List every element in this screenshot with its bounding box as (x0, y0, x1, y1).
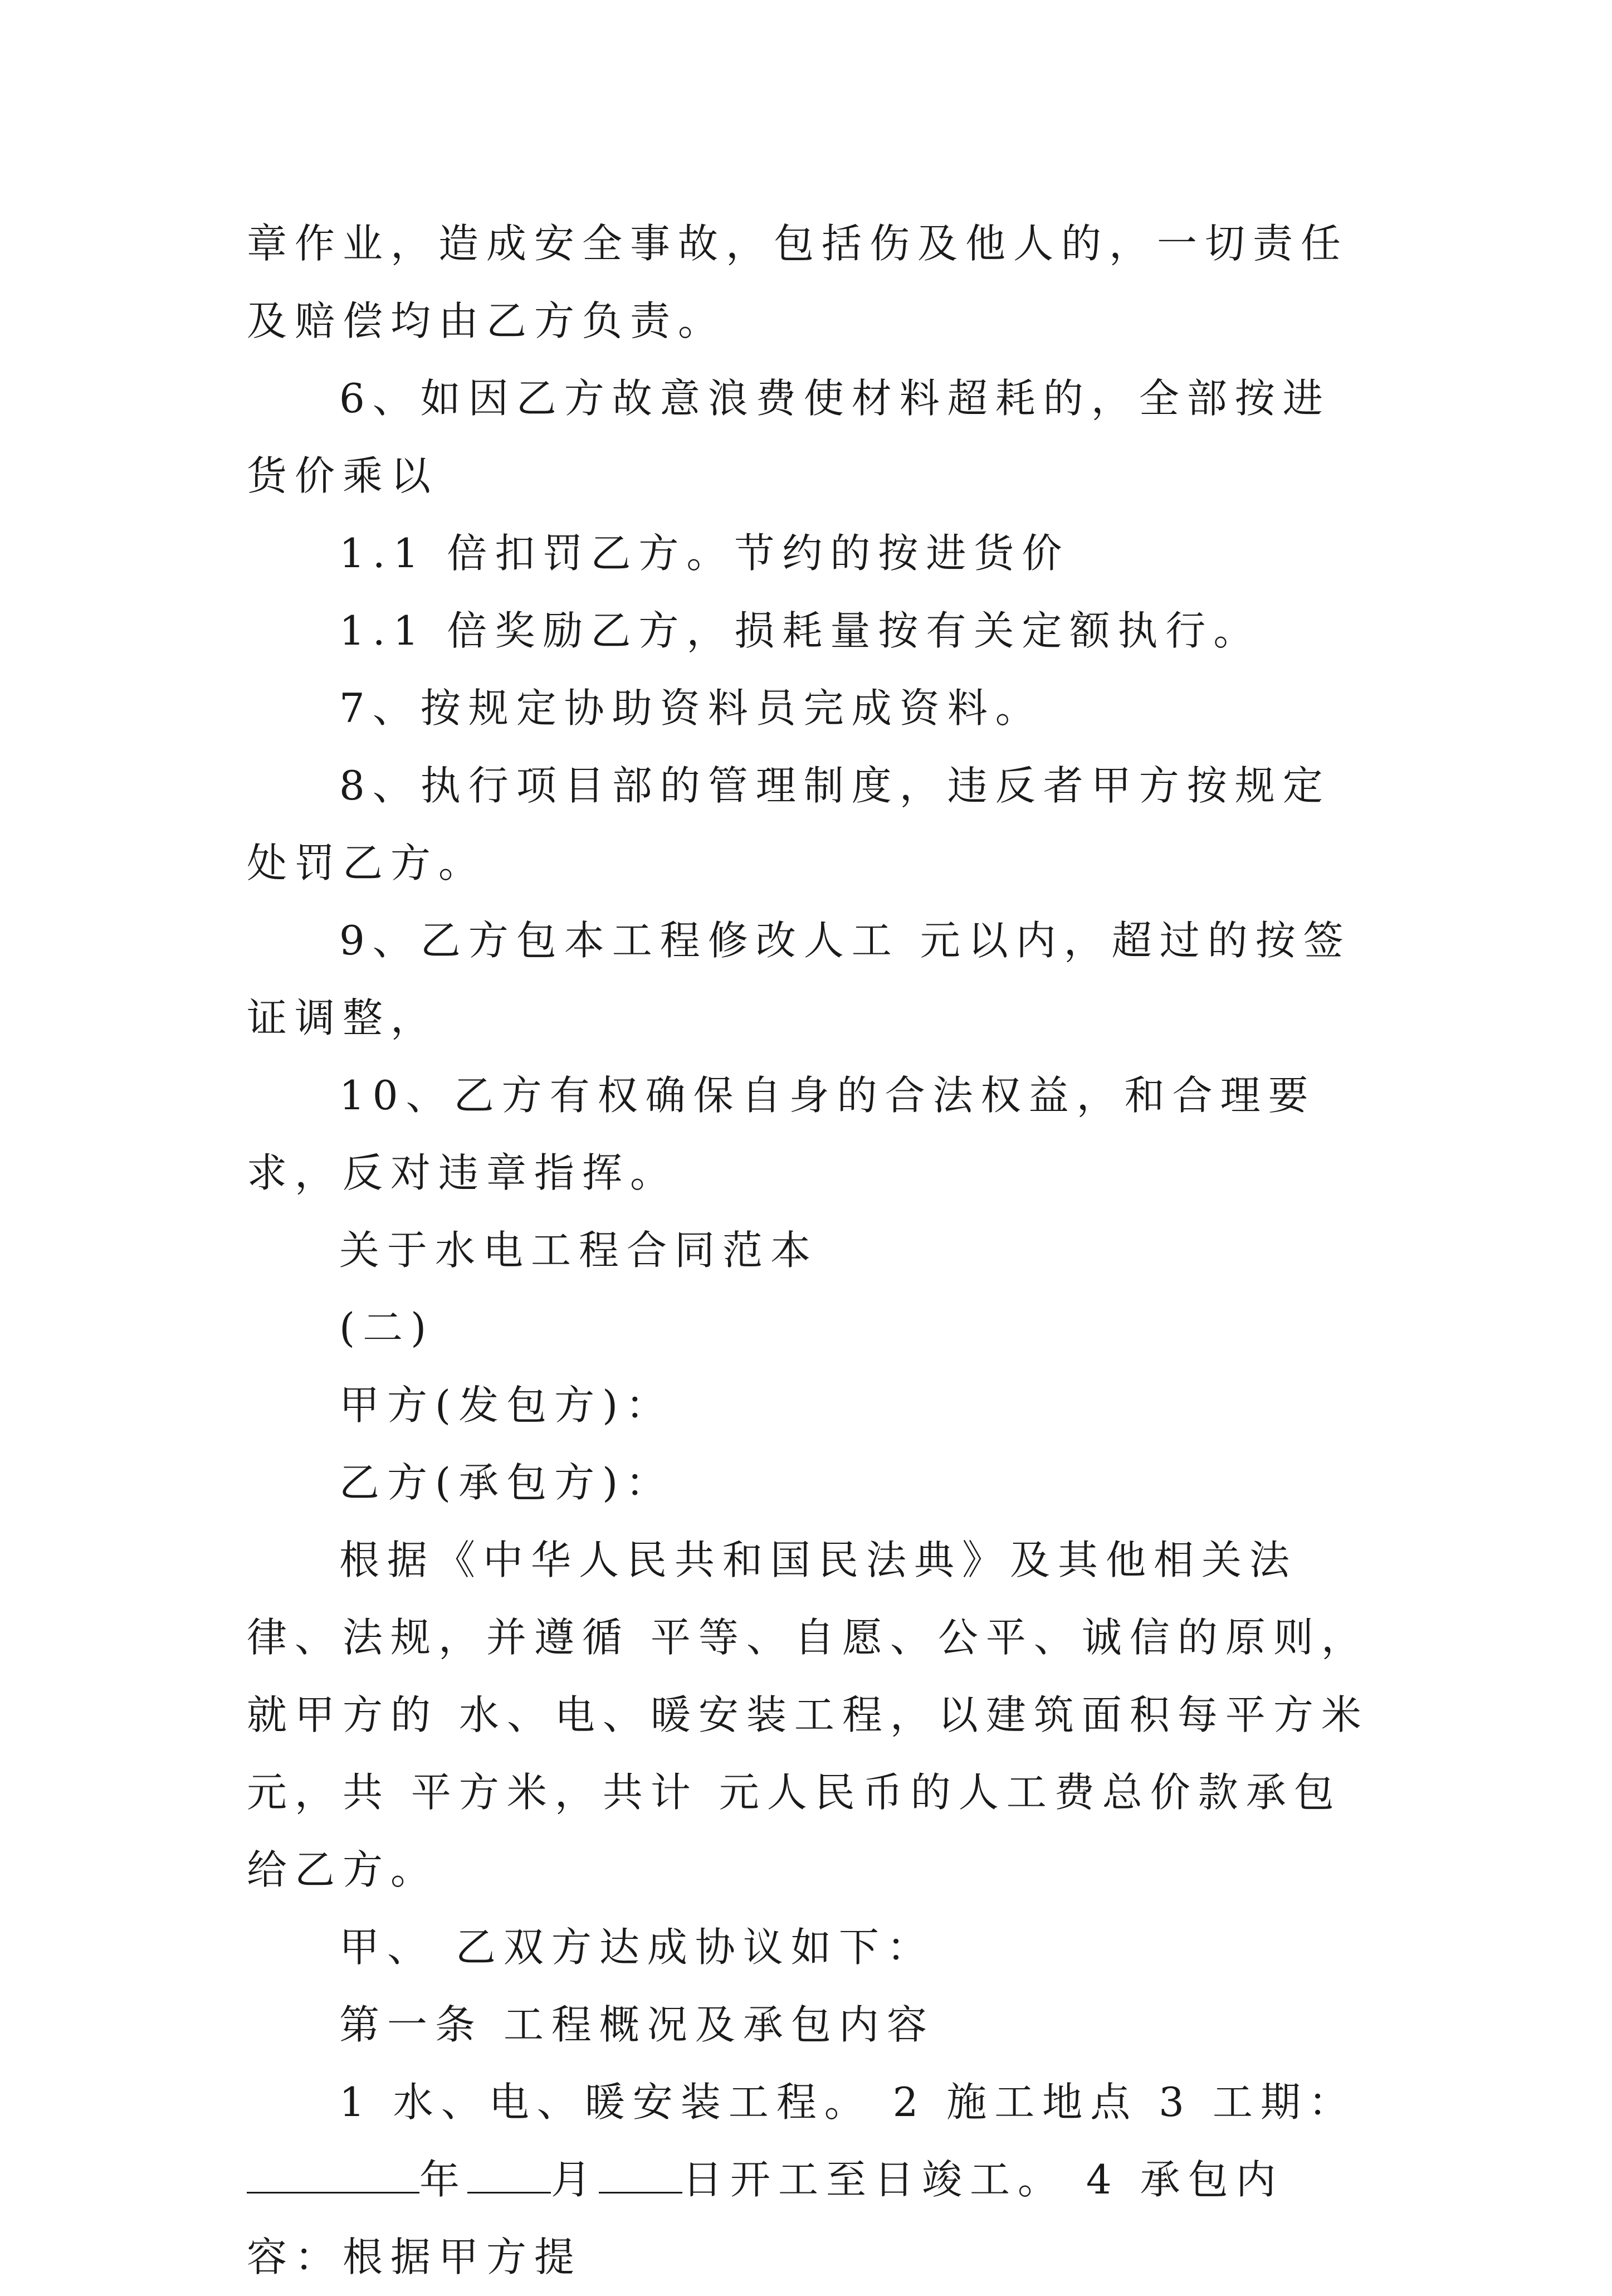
contract-subtitle: (二) (339, 1304, 434, 1351)
paragraph-clause-8: 8、执行项目部的管理制度，违反者甲方按规定处罚乙方。 (247, 762, 1331, 886)
paragraph-reward-rate: 1.1 倍奖励乙方，损耗量按有关定额执行。 (339, 607, 1262, 654)
article-1-heading: 第一条 工程概况及承包内容 (339, 2001, 935, 2048)
duration-blank (247, 2161, 419, 2193)
paragraph-clause-10: 10、乙方有权确保自身的合法权益，和合理要求，反对违章指挥。 (247, 1072, 1316, 1196)
paragraph-clause-9: 9、乙方包本工程修改人工 元以内，超过的按签证调整， (247, 917, 1351, 1041)
paragraph-clause-6: 6、如因乙方故意浪费使材料超耗的，全部按进货价乘以 (247, 375, 1331, 499)
project-details-text-2: 日开工至日竣工。 4 承包内容：根据甲方提 (247, 2156, 1284, 2280)
document-body (247, 205, 1372, 2296)
year-blank (467, 2161, 551, 2193)
project-details-year: 年 (419, 2156, 468, 2203)
paragraph-legal-basis: 根据《中华人民共和国民法典》及其他相关法律、法规，并遵循 平等、自愿、公平、诚信的原则，就甲方的 水、电、暖安装工程，以建筑面积每平方米 元，共 平方米，共计 元人民币的人工费总价款承包给乙方。 (247, 1537, 1369, 1893)
paragraph-clause-7: 7、按规定协助资料员完成资料。 (339, 685, 1043, 732)
paragraph-safety-liability: 章作业，造成安全事故，包括伤及他人的，一切责任及赔偿均由乙方负责。 (247, 220, 1349, 344)
contract-title: 关于水电工程合同范本 (339, 1227, 819, 1274)
month-blank (599, 2161, 682, 2193)
project-details-month: 月 (551, 2156, 599, 2203)
paragraph-project-details (247, 2064, 1372, 2296)
paragraph-penalty-rate: 1.1 倍扣罚乙方。节约的按进货价 (339, 530, 1070, 577)
project-details-text-1: 1 水、电、暖安装工程。 2 施工地点 3 工期： (339, 2079, 1356, 2126)
party-b-line: 乙方(承包方)： (339, 1459, 674, 1506)
paragraph-agreement-intro: 甲、 乙双方达成协议如下： (339, 1924, 935, 1971)
party-a-line: 甲方(发包方)： (339, 1382, 674, 1429)
